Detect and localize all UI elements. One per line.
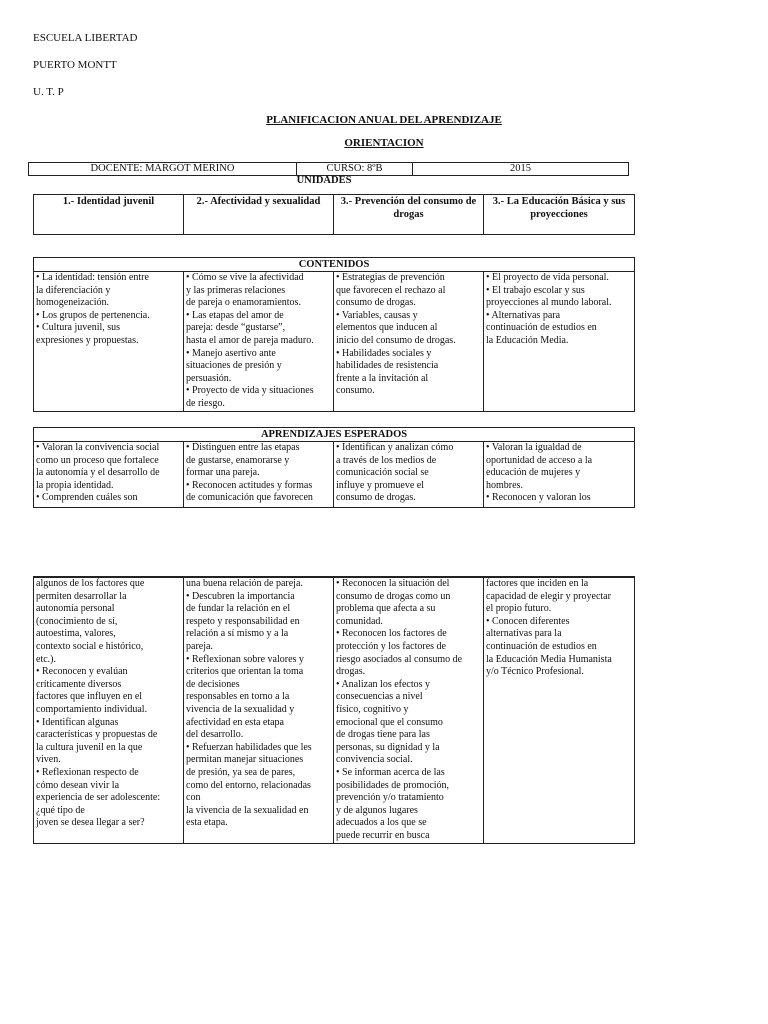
cell-line: continuación de estudios en bbox=[486, 322, 597, 334]
cell-line: hombres. bbox=[486, 479, 523, 491]
cell-line: la Educación Media. bbox=[486, 334, 569, 346]
aprendizajes-table bbox=[33, 427, 635, 508]
cell-line: respeto y responsabilidad en bbox=[186, 615, 300, 627]
cell-line: • El proyecto de vida personal. bbox=[486, 272, 609, 283]
aprendizajes-col-4 bbox=[484, 442, 635, 508]
cell-line: la Educación Media Humanista bbox=[486, 653, 612, 665]
main-title: PLANIFICACION ANUAL DEL APRENDIZAJE bbox=[266, 114, 502, 126]
cell-line: homogeneización. bbox=[36, 297, 110, 309]
cell-line: elementos que inducen al bbox=[336, 322, 438, 334]
cell-line: la propia identidad. bbox=[36, 479, 114, 491]
contenidos-col-3 bbox=[334, 272, 484, 412]
aprendizajes-title: APRENDIZAJES ESPERADOS bbox=[34, 428, 635, 442]
cell-line: etc.). bbox=[36, 653, 56, 665]
cell-line: del desarrollo. bbox=[186, 729, 244, 741]
cell-line: consumo. bbox=[336, 385, 375, 397]
aprendizajes-cont-col-1 bbox=[34, 577, 184, 843]
aprendizajes-col-3 bbox=[334, 442, 484, 508]
cell-line: contexto social e histórico, bbox=[36, 640, 144, 652]
cell-line: (conocimiento de sí, bbox=[36, 615, 118, 627]
cell-line: drogas. bbox=[336, 666, 366, 678]
cell-line: de riesgo. bbox=[186, 397, 225, 409]
cell-line: • Reconocen y valoran los bbox=[486, 492, 591, 504]
cell-line: • La identidad: tensión entre bbox=[36, 272, 149, 283]
cell-line: autonomía personal bbox=[36, 603, 115, 615]
subject-title: ORIENTACION bbox=[344, 137, 424, 149]
cell-line: comunicación social se bbox=[336, 467, 429, 479]
cell-line: consumo de drogas. bbox=[336, 297, 416, 309]
cell-line: permitan manejar situaciones bbox=[186, 754, 304, 766]
contenidos-col-1 bbox=[34, 272, 184, 412]
cell-line: • Manejo asertivo ante bbox=[186, 347, 276, 359]
cell-line: • Descubren la importancia bbox=[186, 590, 295, 602]
cell-line: • El trabajo escolar y sus bbox=[486, 284, 585, 296]
cell-line: posibilidades de promoción, bbox=[336, 779, 450, 791]
cell-line: la autonomía y el desarrollo de bbox=[36, 467, 160, 479]
cell-line: • Valoran la convivencia social bbox=[36, 442, 160, 453]
cell-line: y de algunos lugares bbox=[336, 804, 418, 816]
cell-line: que favorecen el rechazo al bbox=[336, 284, 446, 296]
cell-line: expresiones y propuestas. bbox=[36, 334, 139, 346]
cell-line: • Reflexionan respecto de bbox=[36, 766, 139, 778]
cell-line: adecuados a los que se bbox=[336, 817, 427, 829]
aprendizajes-col-2 bbox=[184, 442, 334, 508]
cell-line: de gustarse, enamorarse y bbox=[186, 454, 290, 466]
cell-line: una buena relación de pareja. bbox=[186, 578, 303, 589]
cell-line: comportamiento individual. bbox=[36, 703, 148, 715]
cell-line: como un proceso que fortalece bbox=[36, 454, 159, 466]
cell-line: viven. bbox=[36, 754, 61, 766]
cell-line: prevención y/o tratamiento bbox=[336, 792, 444, 804]
cell-line: permiten desarrollar la bbox=[36, 590, 127, 602]
cell-line: • Habilidades sociales y bbox=[336, 347, 432, 359]
cell-line: la cultura juvenil en la que bbox=[36, 741, 143, 753]
cell-line: de decisiones bbox=[186, 678, 240, 690]
cell-line: experiencia de ser adolescente: bbox=[36, 792, 161, 804]
cell-line: de pareja o enamoramientos. bbox=[186, 297, 301, 309]
cell-line: joven se desea llegar a ser? bbox=[36, 817, 145, 829]
cell-line: frente a la invitación al bbox=[336, 372, 429, 384]
cell-line: puede recurrir en busca bbox=[336, 829, 430, 841]
cell-line: emocional que el consumo bbox=[336, 716, 443, 728]
unit-label: U. T. P bbox=[33, 86, 64, 98]
unit-1: 1.- Identidad juvenil bbox=[34, 195, 184, 235]
cell-line: como del entorno, relacionadas bbox=[186, 779, 311, 791]
aprendizajes-cont-col-3 bbox=[334, 577, 484, 843]
city-name: PUERTO MONTT bbox=[33, 59, 117, 71]
cell-line: • Analizan los efectos y bbox=[336, 678, 431, 690]
cell-line: relación a sí mismo y a la bbox=[186, 628, 289, 640]
teacher-cell: DOCENTE: MARGOT MERINO bbox=[29, 163, 297, 176]
cell-line: capacidad de elegir y proyectar bbox=[486, 590, 611, 602]
cell-line: de comunicación que favorecen bbox=[186, 492, 313, 504]
cell-line: personas, su dignidad y la bbox=[336, 741, 440, 753]
cell-line: la vivencia de la sexualidad en bbox=[186, 804, 309, 816]
cell-line: con bbox=[186, 792, 201, 804]
aprendizajes-cont-col-4 bbox=[484, 577, 635, 843]
cell-line: continuación de estudios en bbox=[486, 640, 597, 652]
cell-line: afectividad en esta etapa bbox=[186, 716, 284, 728]
cell-line: factores que influyen en el bbox=[36, 691, 143, 703]
cell-line: riesgo asociados al consumo de bbox=[336, 653, 463, 665]
info-table bbox=[28, 162, 629, 176]
cell-line: • Reconocen los factores de bbox=[336, 628, 447, 640]
cell-line: protección y los factores de bbox=[336, 640, 446, 652]
cell-line: comunidad. bbox=[336, 615, 383, 627]
cell-line: autoestima, valores, bbox=[36, 628, 116, 640]
cell-line: proyecciones al mundo laboral. bbox=[486, 297, 612, 309]
unit-2: 2.- Afectividad y sexualidad bbox=[184, 195, 334, 235]
cell-line: críticamente diversos bbox=[36, 678, 122, 690]
cell-line: • Las etapas del amor de bbox=[186, 309, 284, 321]
contenidos-col-4 bbox=[484, 272, 635, 412]
cell-line: • Refuerzan habilidades que les bbox=[186, 741, 312, 753]
cell-line: alternativas para la bbox=[486, 628, 562, 640]
cell-line: • Los grupos de pertenencia. bbox=[36, 309, 150, 321]
cell-line: • Cómo se vive la afectividad bbox=[186, 272, 304, 283]
cell-line: y/o Técnico Profesional. bbox=[486, 666, 584, 678]
cell-line: • Alternativas para bbox=[486, 309, 561, 321]
cell-line: inicio del consumo de drogas. bbox=[336, 334, 456, 346]
cell-line: • Reconocen y evalúan bbox=[36, 666, 128, 678]
unit-3: 3.- Prevención del consumo de drogas bbox=[334, 195, 484, 235]
unit-4: 3.- La Educación Básica y sus proyecciones bbox=[484, 195, 635, 235]
cell-line: esta etapa. bbox=[186, 817, 228, 829]
cell-line: consumo de drogas como un bbox=[336, 590, 451, 602]
cell-line: • Variables, causas y bbox=[336, 309, 418, 321]
cell-line: de presión, ya sea de pares, bbox=[186, 766, 296, 778]
cell-line: a través de los medios de bbox=[336, 454, 437, 466]
cell-line: • Reconocen actitudes y formas bbox=[186, 479, 313, 491]
cell-line: • Conocen diferentes bbox=[486, 615, 570, 627]
cell-line: consumo de drogas. bbox=[336, 492, 416, 504]
year-cell: 2015 bbox=[413, 163, 629, 176]
cell-line: convivencia social. bbox=[336, 754, 413, 766]
units-title: UNIDADES bbox=[296, 175, 352, 186]
cell-line: características y propuestas de bbox=[36, 729, 158, 741]
cell-line: • Comprenden cuáles son bbox=[36, 492, 138, 504]
units-table bbox=[33, 194, 635, 235]
cell-line: la diferenciación y bbox=[36, 284, 111, 296]
cell-line: factores que inciden en la bbox=[486, 578, 589, 589]
cell-line: habilidades de resistencia bbox=[336, 360, 439, 372]
cell-line: • Identifican y analizan cómo bbox=[336, 442, 454, 453]
cell-line: • Proyecto de vida y situaciones bbox=[186, 385, 314, 397]
cell-line: vivencia de la sexualidad y bbox=[186, 703, 295, 715]
cell-line: situaciones de presión y bbox=[186, 360, 282, 372]
cell-line: ¿qué tipo de bbox=[36, 804, 85, 816]
cell-line: • Estrategias de prevención bbox=[336, 272, 445, 283]
cell-line: • Reflexionan sobre valores y bbox=[186, 653, 304, 665]
cell-line: influye y promueve el bbox=[336, 479, 425, 491]
contenidos-title: CONTENIDOS bbox=[34, 258, 635, 272]
aprendizajes-cont-col-2 bbox=[184, 577, 334, 843]
course-cell: CURSO: 8ºB bbox=[297, 163, 413, 176]
cell-line: responsables en torno a la bbox=[186, 691, 290, 703]
cell-line: • Identifican algunas bbox=[36, 716, 119, 728]
cell-line: • Se informan acerca de las bbox=[336, 766, 445, 778]
cell-line: de drogas tiene para las bbox=[336, 729, 430, 741]
cell-line: formar una pareja. bbox=[186, 467, 260, 479]
cell-line: • Cultura juvenil, sus bbox=[36, 322, 121, 334]
cell-line: educación de mujeres y bbox=[486, 467, 581, 479]
cell-line: hasta el amor de pareja maduro. bbox=[186, 334, 314, 346]
cell-line: físico, cognitivo y bbox=[336, 703, 409, 715]
contenidos-col-2 bbox=[184, 272, 334, 412]
cell-line: pareja: desde “gustarse”, bbox=[186, 322, 286, 334]
school-name: ESCUELA LIBERTAD bbox=[33, 32, 138, 44]
cell-line: algunos de los factores que bbox=[36, 578, 145, 589]
cell-line: consecuencias a nivel bbox=[336, 691, 423, 703]
cell-line: • Valoran la igualdad de bbox=[486, 442, 582, 453]
cell-line: • Reconocen la situación del bbox=[336, 578, 450, 589]
contenidos-table bbox=[33, 257, 635, 412]
cell-line: de fundar la relación en el bbox=[186, 603, 291, 615]
cell-line: persuasión. bbox=[186, 372, 232, 384]
cell-line: el propio futuro. bbox=[486, 603, 552, 615]
cell-line: pareja. bbox=[186, 640, 213, 652]
cell-line: y las primeras relaciones bbox=[186, 284, 286, 296]
aprendizajes-col-1 bbox=[34, 442, 184, 508]
aprendizajes-continued-table bbox=[33, 576, 635, 844]
cell-line: cómo desean vivir la bbox=[36, 779, 120, 791]
cell-line: problema que afecta a su bbox=[336, 603, 436, 615]
cell-line: oportunidad de acceso a la bbox=[486, 454, 593, 466]
cell-line: • Distinguen entre las etapas bbox=[186, 442, 300, 453]
cell-line: criterios que orientan la toma bbox=[186, 666, 304, 678]
